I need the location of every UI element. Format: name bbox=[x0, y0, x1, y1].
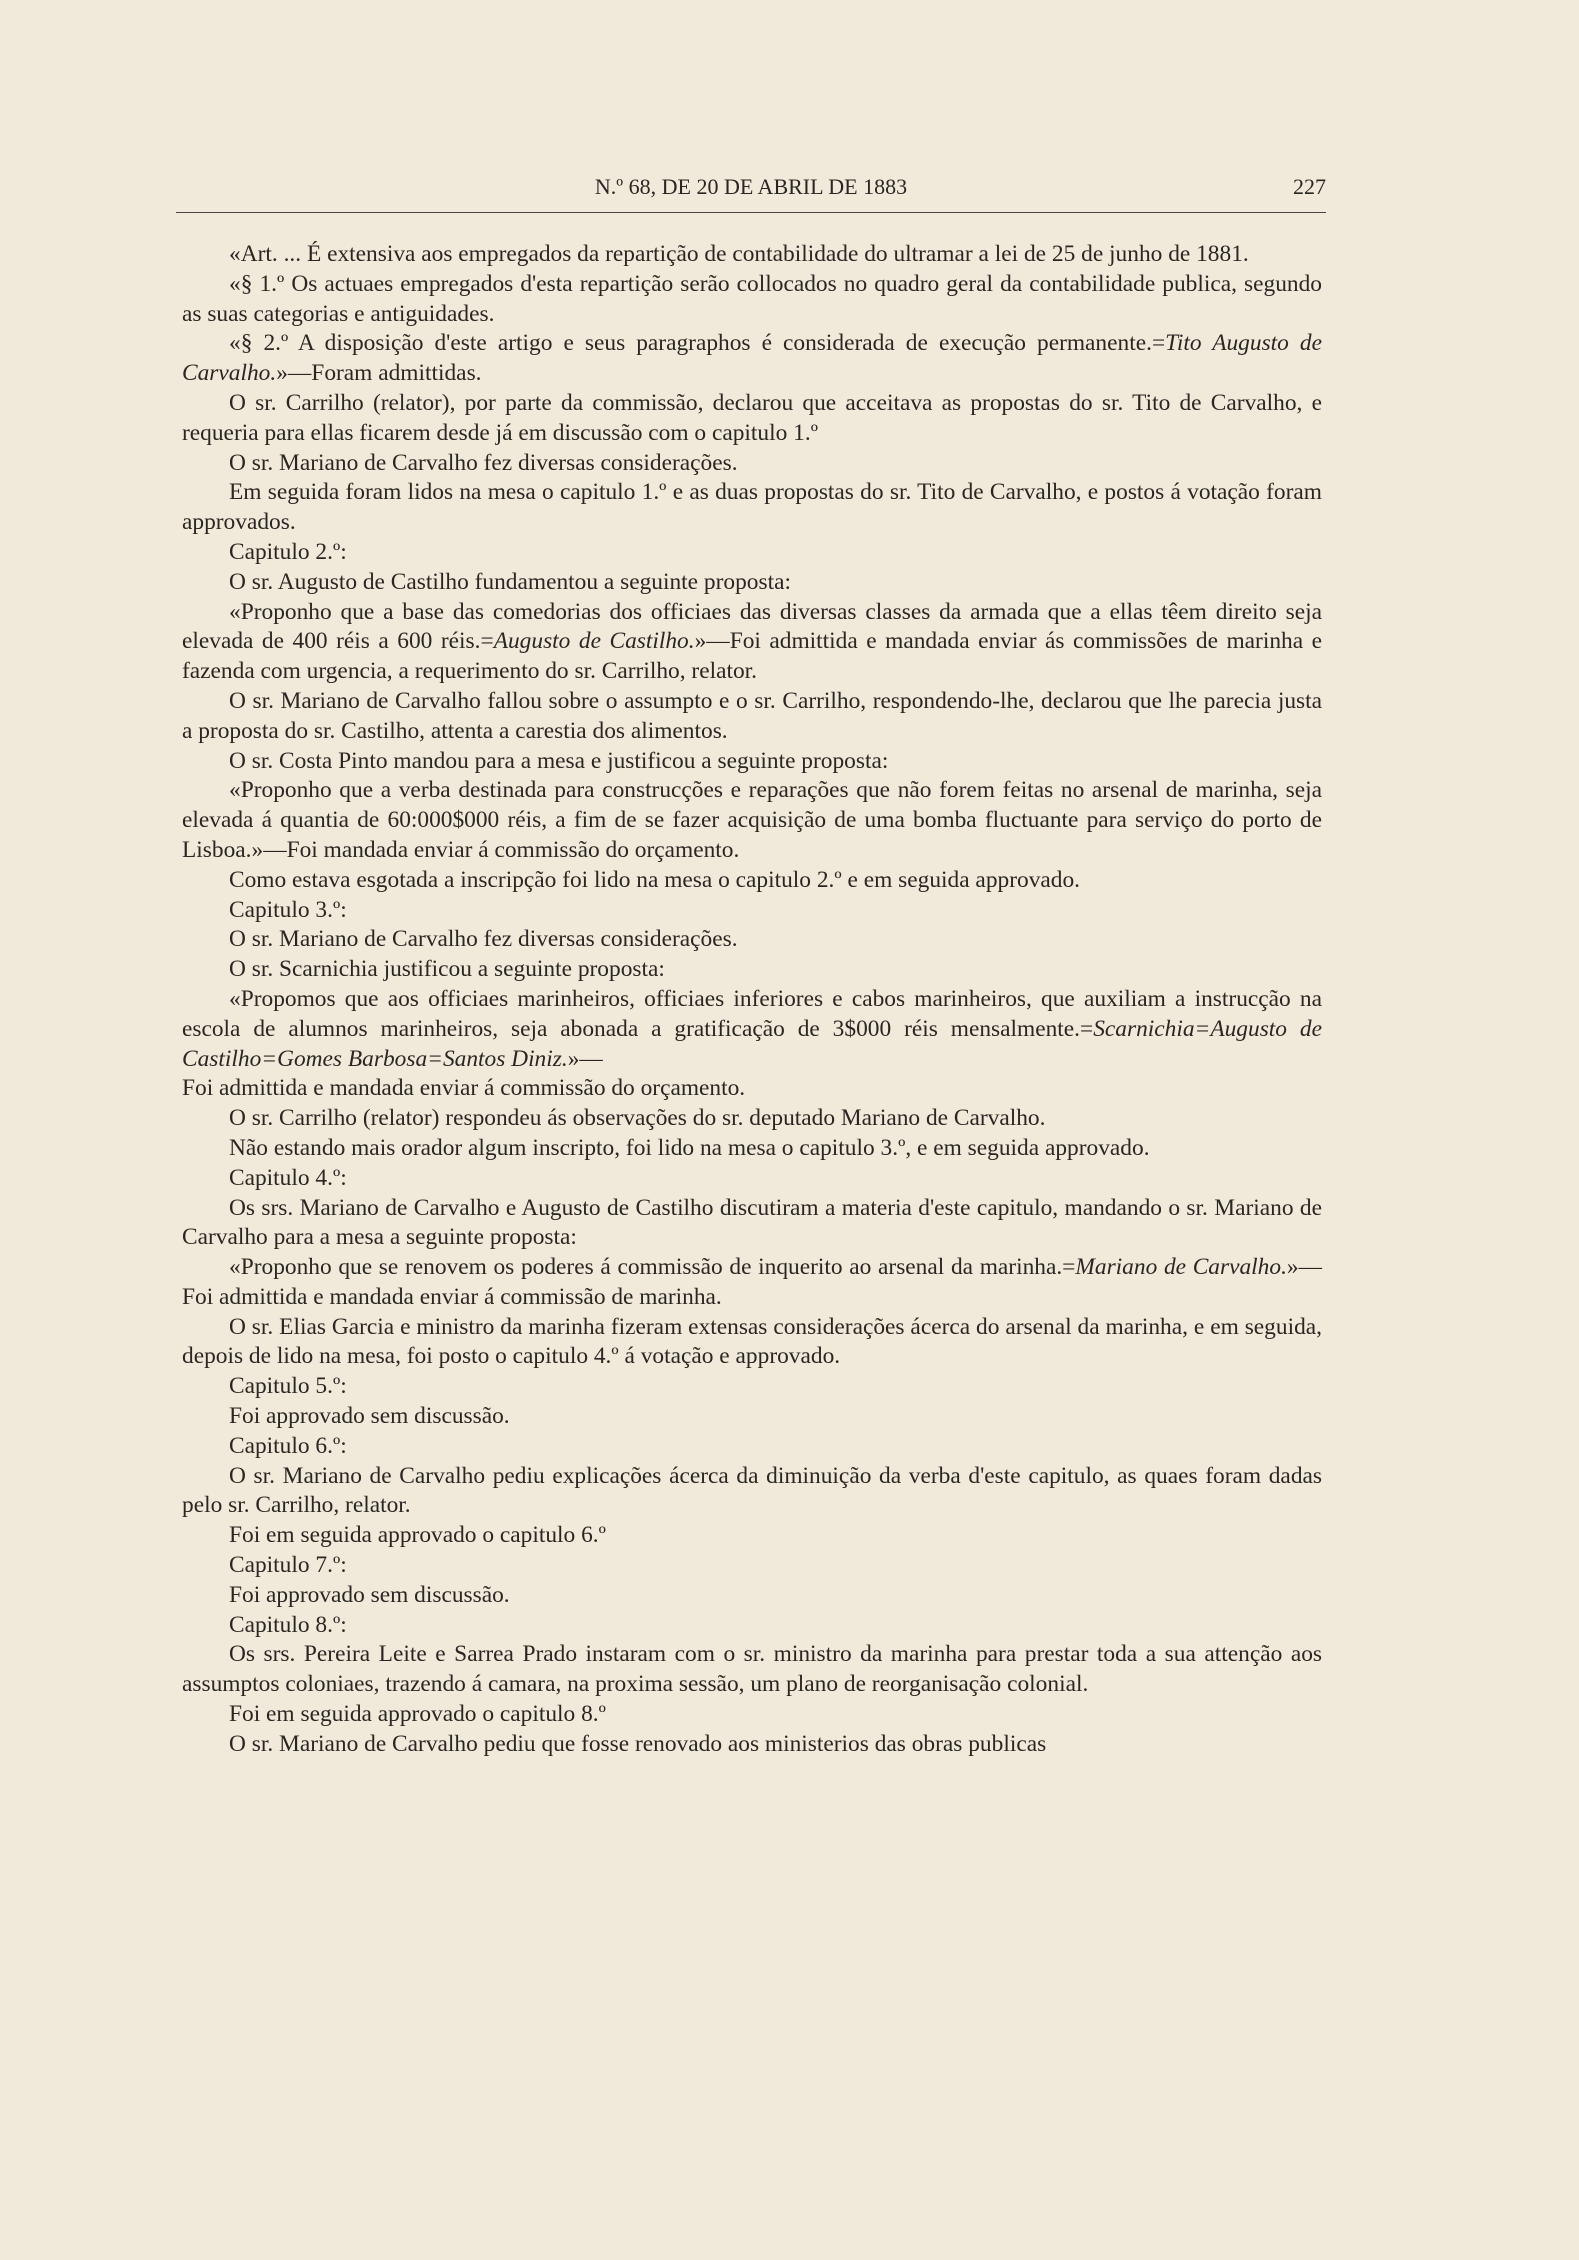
paragraph bbox=[182, 1253, 1322, 1313]
paragraph bbox=[182, 240, 1322, 270]
paragraph bbox=[182, 1611, 1322, 1641]
paragraph bbox=[182, 1194, 1322, 1254]
paragraph bbox=[182, 1640, 1322, 1700]
paragraph bbox=[182, 687, 1322, 747]
paragraph bbox=[182, 985, 1322, 1074]
paragraph-text: «§ 1.º Os actuaes empregados d'esta repartição serão collocados no quadro geral da contabilidade publica, segundo as suas categorias e antiguidades. bbox=[182, 270, 1322, 327]
paragraph bbox=[182, 389, 1322, 449]
signature-italic: Augusto de Castilho. bbox=[493, 628, 695, 655]
paragraph-text: O sr. Augusto de Castilho fundamentou a seguinte proposta: bbox=[229, 568, 791, 595]
paragraph-text: O sr. Mariano de Carvalho pediu que fosse renovado aos ministerios das obras publicas bbox=[229, 1730, 1047, 1757]
paragraph bbox=[182, 747, 1322, 777]
paragraph-text: Capitulo 4.º: bbox=[229, 1164, 347, 1191]
paragraph-text: Capitulo 3.º: bbox=[229, 896, 347, 923]
paragraph-text: «Propomos que aos officiaes marinheiros, officiaes inferiores e cabos marinheiros, que auxiliam a instrucção na escola de alumnos marinheiros, seja abonada a gratificação de 3$000 réis mensalmente.= bbox=[182, 985, 1322, 1042]
paragraph-text: O sr. Elias Garcia e ministro da marinha fizeram extensas considerações ácerca do arsenal da marinha, e em seguida, depois de lido na mesa, foi posto o capitulo 4.º á votação e approvado. bbox=[182, 1313, 1322, 1370]
paragraph-tail: »—Foi admittida e mandada enviar ás commissões de marinha e fazenda com urgencia, a requerimento do sr. Carrilho, relator. bbox=[182, 628, 1323, 685]
paragraph-text: Em seguida foram lidos na mesa o capitulo 1.º e as duas propostas do sr. Tito de Carvalho, e postos á votação foram approvados. bbox=[182, 479, 1322, 536]
paragraph-text: «Proponho que se renovem os poderes á commissão de inquerito ao arsenal da marinha.= bbox=[229, 1254, 1076, 1281]
page-number: 227 bbox=[1293, 174, 1326, 199]
paragraph bbox=[182, 538, 1322, 568]
paragraph-text: Foi approvado sem discussão. bbox=[229, 1581, 510, 1608]
paragraph-text: Não estando mais orador algum inscripto, foi lido na mesa o capitulo 3.º, e em seguida approvado. bbox=[229, 1134, 1150, 1161]
paragraph-text: O sr. Costa Pinto mandou para a mesa e justificou a seguinte proposta: bbox=[229, 747, 889, 774]
paragraph-text: Capitulo 5.º: bbox=[229, 1373, 347, 1400]
paragraph-text: Foi admittida e mandada enviar á commissão do orçamento. bbox=[182, 1075, 746, 1102]
paragraph bbox=[182, 1462, 1322, 1522]
paragraph-tail: »— bbox=[567, 1045, 603, 1072]
running-header bbox=[176, 170, 1326, 210]
paragraph-text: O sr. Scarnichia justificou a seguinte proposta: bbox=[229, 956, 665, 983]
paragraph bbox=[182, 568, 1322, 598]
paragraph-text: Capitulo 6.º: bbox=[229, 1432, 347, 1459]
paragraph bbox=[182, 866, 1322, 896]
paragraph-text: «§ 2.º A disposição d'este artigo e seus paragraphos é considerada de execução permanente.= bbox=[229, 330, 1166, 357]
paragraph-text: O sr. Mariano de Carvalho pediu explicações ácerca da diminuição da verba d'este capitulo, as quaes foram dadas pelo sr. Carrilho, relator. bbox=[182, 1462, 1322, 1519]
paragraph-text: Como estava esgotada a inscripção foi lido na mesa o capitulo 2.º e em seguida approvado. bbox=[229, 866, 1081, 893]
paragraph bbox=[182, 1372, 1322, 1402]
signature-italic: Tito Augusto de Carvalho. bbox=[182, 330, 1322, 387]
paragraph-text: «Proponho que a base das comedorias dos officiaes das diversas classes da armada que a ellas têem direito seja elevada de 400 réis a 600 réis.= bbox=[182, 598, 1322, 655]
paragraph bbox=[182, 925, 1322, 955]
paragraph bbox=[182, 270, 1322, 330]
header-rule bbox=[176, 212, 1326, 213]
paragraph-text: «Art. ... É extensiva aos empregados da repartição de contabilidade do ultramar a lei de 25 de junho de 1881. bbox=[229, 241, 1249, 267]
paragraph bbox=[182, 896, 1322, 926]
paragraph bbox=[182, 329, 1322, 389]
paragraph-text: O sr. Mariano de Carvalho fez diversas considerações. bbox=[229, 926, 738, 953]
paragraph-text: O sr. Mariano de Carvalho fallou sobre o assumpto e o sr. Carrilho, respondendo-lhe, declarou que lhe parecia justa a proposta do sr. Castilho, attenta a carestia dos alimentos. bbox=[182, 687, 1322, 744]
paragraph-tail: »—Foi admittida e mandada enviar á commissão de marinha. bbox=[182, 1254, 1323, 1310]
paragraph bbox=[182, 1432, 1322, 1462]
paragraph bbox=[182, 478, 1322, 538]
paragraph bbox=[182, 1074, 1322, 1104]
header-title: N.º 68, DE 20 DE ABRIL DE 1883 bbox=[594, 174, 908, 199]
signature-italic: Scarnichia=Augusto de Castilho=Gomes Barbosa=Santos Diniz. bbox=[182, 1015, 1322, 1072]
paragraph bbox=[182, 1313, 1322, 1373]
paragraph bbox=[182, 449, 1322, 479]
paragraph-text: Foi approvado sem discussão. bbox=[229, 1403, 510, 1430]
paragraph bbox=[182, 1700, 1322, 1730]
paragraph bbox=[182, 1521, 1322, 1551]
paragraph-text: «Proponho que a verba destinada para construcções e reparações que não forem feitas no arsenal de marinha, seja elevada á quantia de 60:000$000 réis, a fim de se fazer acquisição de uma bomba fluctuante para serviço do porto de Lisboa.»—Foi mandada enviar á commissão do orçamento. bbox=[182, 777, 1322, 863]
paragraph-text: O sr. Carrilho (relator) respondeu ás observações do sr. deputado Mariano de Carvalho. bbox=[229, 1105, 1046, 1132]
paragraph bbox=[182, 598, 1322, 687]
paragraph-text: Capitulo 2.º: bbox=[229, 538, 347, 565]
paragraph bbox=[182, 1581, 1322, 1611]
paragraph-text: Capitulo 7.º: bbox=[229, 1552, 347, 1579]
paragraph-text: Foi em seguida approvado o capitulo 6.º bbox=[229, 1522, 606, 1549]
paragraph-text: Foi em seguida approvado o capitulo 8.º bbox=[229, 1701, 606, 1728]
text-body bbox=[182, 240, 1322, 1760]
paragraph-text: Os srs. Pereira Leite e Sarrea Prado instaram com o sr. ministro da marinha para prestar toda a sua attenção aos assumptos coloniaes, trazendo á camara, na proxima sessão, um plano de reorganisação colonial. bbox=[182, 1641, 1322, 1698]
paragraph bbox=[182, 1730, 1322, 1760]
paragraph-tail: »—Foram admittidas. bbox=[276, 360, 482, 387]
signature-italic: Mariano de Carvalho. bbox=[1075, 1254, 1287, 1281]
paragraph bbox=[182, 1402, 1322, 1432]
paragraph-text: Os srs. Mariano de Carvalho e Augusto de Castilho discutiram a materia d'este capitulo, mandando o sr. Mariano de Carvalho para a mesa a seguinte proposta: bbox=[182, 1194, 1322, 1251]
paragraph bbox=[182, 776, 1322, 865]
paragraph-text: O sr. Mariano de Carvalho fez diversas considerações. bbox=[229, 449, 738, 476]
paragraph bbox=[182, 1551, 1322, 1581]
paragraph-text: Capitulo 8.º: bbox=[229, 1611, 347, 1638]
paragraph-text: O sr. Carrilho (relator), por parte da commissão, declarou que acceitava as propostas do sr. Tito de Carvalho, e requeria para ellas ficarem desde já em discussão com o capitulo 1.º bbox=[182, 389, 1322, 446]
paragraph bbox=[182, 1134, 1322, 1164]
paragraph bbox=[182, 955, 1322, 985]
paragraph bbox=[182, 1104, 1322, 1134]
paragraph bbox=[182, 1164, 1322, 1194]
